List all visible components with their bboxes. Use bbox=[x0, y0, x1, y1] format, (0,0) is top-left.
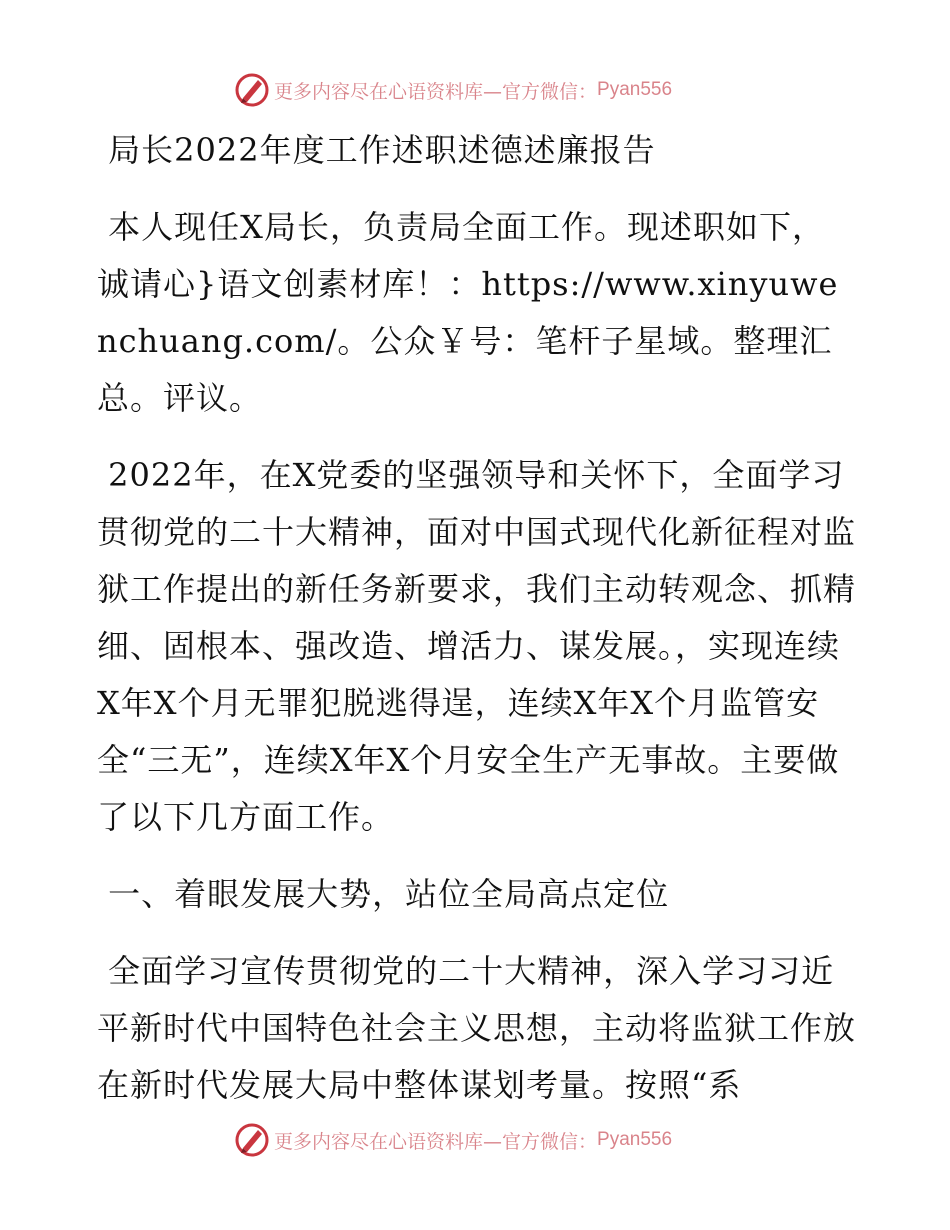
watermark-brand: Pyan556 bbox=[597, 1129, 673, 1150]
watermark-text: 更多内容尽在心语资料库—官方微信： bbox=[274, 80, 598, 103]
pen-logo-icon bbox=[234, 1122, 270, 1158]
document-title: 局长2022年度工作述职述德述廉报告 bbox=[97, 131, 656, 169]
section-heading-1: 一、着眼发展大势，站位全局高点定位 bbox=[97, 875, 670, 913]
pen-logo-icon bbox=[234, 72, 270, 108]
watermark-brand: Pyan556 bbox=[597, 79, 673, 100]
paragraph-section-1: 全面学习宣传贯彻党的二十大精神，深入学习习近平新时代中国特色社会主义思想，主动将监狱工作放在新时代发展大局中整体谋划考量。按照“系 bbox=[97, 952, 857, 1104]
watermark-text: 更多内容尽在心语资料库—官方微信： bbox=[274, 1130, 598, 1153]
document-body bbox=[97, 118, 857, 1134]
paragraph-intro: 本人现任X局长，负责局全面工作。现述职如下，诚请心}语文创素材库！：https://www.xinyuwenchuang.com/。公众￥号：笔杆子星域。整理汇总。评议。 bbox=[97, 208, 839, 417]
watermark-header bbox=[234, 70, 672, 110]
paragraph-summary: 2022年，在X党委的坚强领导和关怀下，全面学习贯彻党的二十大精神，面对中国式现代化新征程对监狱工作提出的新任务新要求，我们主动转观念、抓精细、固根本、强改造、增活力、谋发展。，实现连续X年X个月无罪犯脱逃得逞，连续X年X个月监管安全“三无”，连续X年X个月安全生产无事故。主要做了以下几方面工作。 bbox=[97, 456, 857, 836]
watermark-footer bbox=[234, 1120, 672, 1160]
